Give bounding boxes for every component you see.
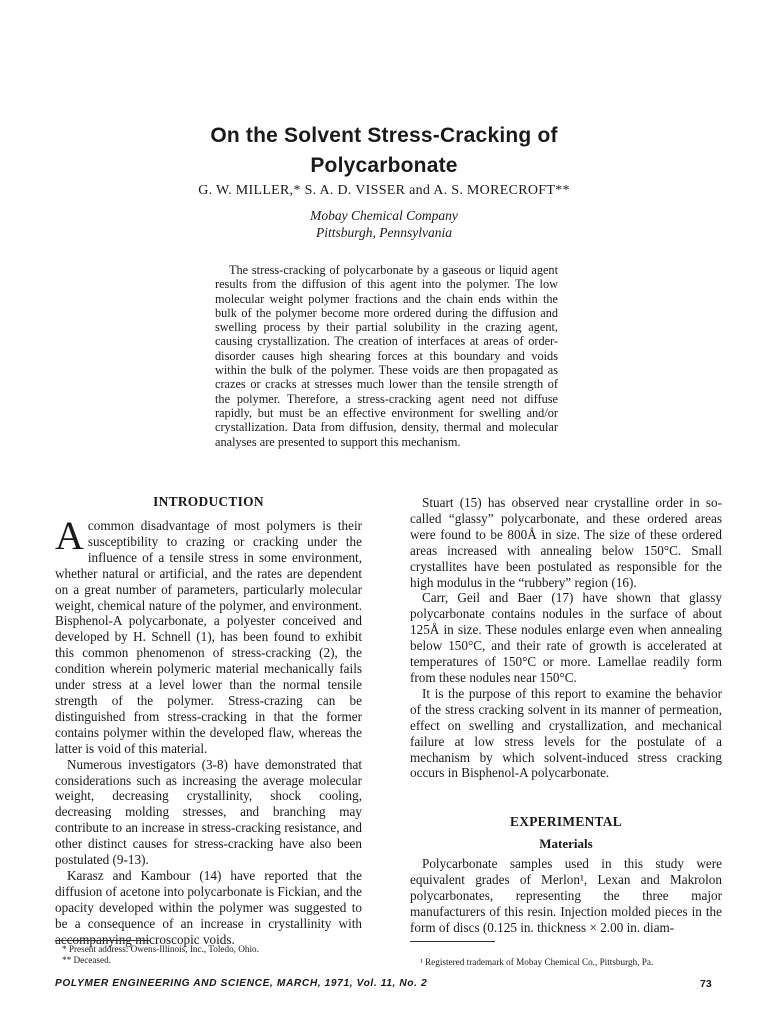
right-paragraph-2: Carr, Geil and Baer (17) have shown that glassy polycarbonate contains nodules in the surface of about 125Å in size. These nodules enlarge even when annealing below 150°C, and their rate of growth is accelerated at temperatures of 150°C or more. Lamellae readily form from these nodules near 150°C. xyxy=(410,590,722,685)
page-number: 73 xyxy=(700,978,712,990)
affiliation-location: Pittsburgh, Pennsylvania xyxy=(316,225,452,240)
materials-subheading: Materials xyxy=(539,836,593,851)
right-column-lower xyxy=(410,856,722,936)
materials-paragraph: Polycarbonate samples used in this study were equivalent grades of Merlon¹, Lexan and Makrolon polycarbonates, representing the three major manufacturers of this resin. Injection molded pieces in the form of discs (0.125 in. thickness × 2.00 in. diam- xyxy=(410,856,722,935)
footnote-trademark: ¹ Registered trademark of Mobay Chemical Co., Pittsburgh, Pa. xyxy=(420,957,654,967)
drop-cap-letter: A xyxy=(55,513,84,558)
right-paragraph-3: It is the purpose of this report to examine the behavior of the stress cracking solvent in its manner of permeation, effect on swelling and crystallization, and mechanical failure at low stress levels for the postulate of a mechanism by which solvent-induced stress cracking occurs in Bisphenol-A polycarbonate. xyxy=(410,685,722,781)
experimental-heading: EXPERIMENTAL xyxy=(510,814,622,829)
footnote-rule-right xyxy=(410,941,495,942)
abstract: The stress-cracking of polycarbonate by a gaseous or liquid agent results from the diffusion of this agent into the polymer. The low molecular weight polymer fractions and the chain ends within the bulk of the polymer become more ordered during the diffusion and swelling process by their partial solubility in the crazing agent, causing crystallization. The creation of interfaces at areas of order-disorder causes high shearing forces at this boundary and voids within the bulk of the polymer. These voids are then propagated as crazes or cracks at stresses much lower than the tensile strength of the polymer. Therefore, a stress-cracking agent need not diffuse rapidly, but must be an effective environment for swelling and/or crystallization. Data from diffusion, density, thermal and molecular analyses are presented to support this mechanism. xyxy=(215,263,558,449)
right-column xyxy=(410,495,722,781)
intro-paragraph-2: Numerous investigators (3-8) have demonstrated that considerations such as increasing the average molecular weight, decreasing crystallinity, shock cooling, decreasing molding stresses, and branching may contribute to an increase in stress-cracking resistance, and other distinct causes for stress-cracking have also been postulated (9-13). xyxy=(55,756,362,868)
affiliation-company: Mobay Chemical Company xyxy=(310,208,458,223)
journal-citation: POLYMER ENGINEERING AND SCIENCE, MARCH, 1971, Vol. 11, No. 2 xyxy=(55,978,428,989)
footnote-deceased: ** Deceased. xyxy=(62,955,111,965)
footnote-present-address: * Present address: Owens-Illinois, Inc., Toledo, Ohio. xyxy=(62,944,259,954)
paper-title-line1: On the Solvent Stress-Cracking of xyxy=(210,124,558,147)
right-paragraph-1: Stuart (15) has observed near crystalline order in so-called “glassy” polycarbonate, and these ordered areas were found to be 800Å in size. The size of these ordered areas increased with annealing below 150°C. Small crystallites have been postulated as responsible for the high modulus in the “rubbery” region (16). xyxy=(410,495,722,590)
left-column xyxy=(55,513,363,947)
author-list: G. W. MILLER,* S. A. D. VISSER and A. S. MORECROFT** xyxy=(198,183,570,198)
intro-paragraph-1-text: common disadvantage of most polymers is their susceptibility to crazing or cracking under the influence of a tensile stress in some environment, whether natural or artificial, and the rates are dependent on a great number of parameters, particularly molecular weight, chemical nature of the polymer, and environment. Bisphenol-A polycarbonate, a polyester conceived and developed by H. Schnell (1), has been found to exhibit this common phenomenon of stress-cracking (2), the condition wherein polymeric material mechanically fails under stress at a level lower than the normal tensile strength of the polymer. Stress-crazing can be distinguished from stress-cracking in that the former contains polymer within the developed flaw, whereas the latter is void of this material. xyxy=(55,518,362,756)
paper-title-line2: Polycarbonate xyxy=(310,154,458,177)
intro-paragraph-3: Karasz and Kambour (14) have reported that the diffusion of acetone into polycarbonate is Fickian, and the opacity developed within the polymer was suggested to be a consequence of an increase in crystallinity with accompanying microscopic voids. xyxy=(55,867,363,947)
introduction-heading: INTRODUCTION xyxy=(153,494,264,509)
intro-paragraph-1 xyxy=(55,513,362,757)
footnote-rule-left xyxy=(55,940,150,941)
